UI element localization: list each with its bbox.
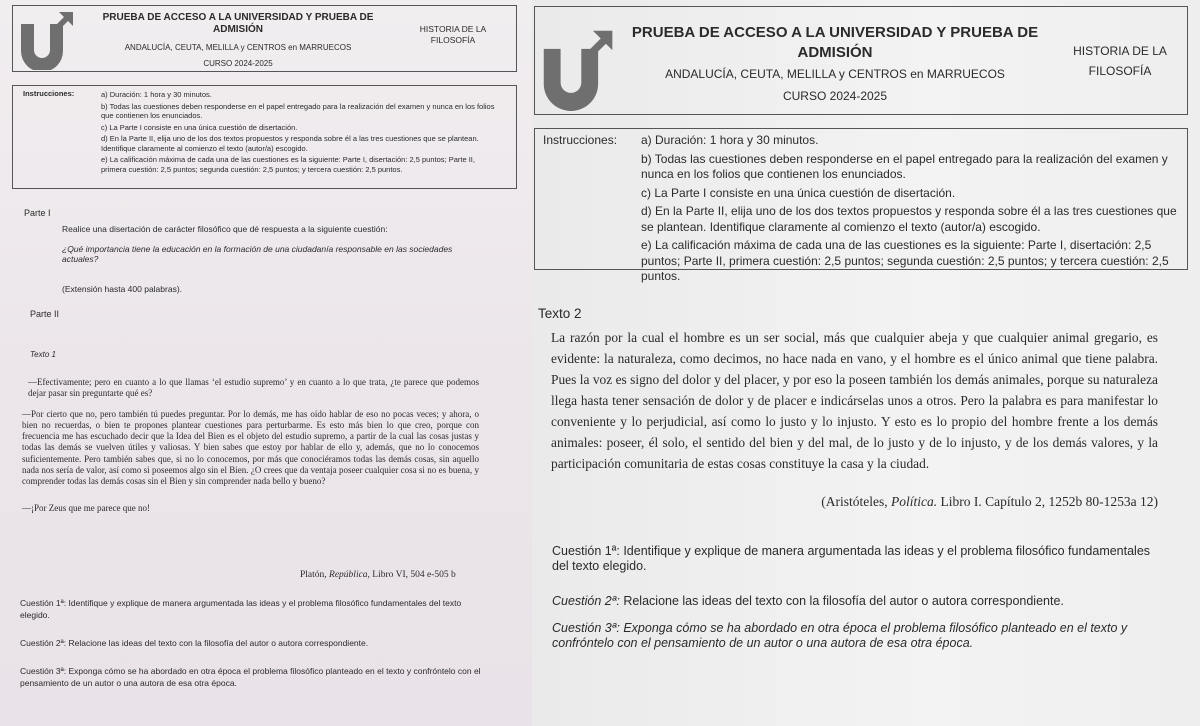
subject-text: HISTORIA DE LA FILOSOFÍA: [1073, 44, 1167, 78]
university-logo-icon: [19, 10, 79, 70]
instruction-item: c) La Parte I consiste en una única cuestión de disertación.: [101, 122, 298, 132]
texto2-questions: [552, 544, 1162, 651]
instructions-box: [534, 128, 1188, 283]
texto1-paragraph: —¡Por Zeus que me parece que no!: [22, 502, 150, 513]
instruction-item: c) La Parte I consiste en una única cuestión de disertación.: [641, 185, 956, 200]
question-1: Cuestión 1ª: Identifique y explique de manera argumentada las ideas y el problema filosófico fundamentales del texto elegido.: [20, 598, 462, 620]
question-3: Cuestión 3ª: Exponga cómo se ha abordado en otra época el problema filosófico planteado en el texto y confróntelo con el pensamiento de un autor o una autora de esa otra época.: [552, 621, 1128, 650]
texto1-citation: Platón, República, Libro VI, 504 e-505 b: [300, 570, 456, 580]
instructions-label: Instrucciones:: [543, 133, 618, 147]
exam-title: PRUEBA DE ACCESO A LA UNIVERSIDAD Y PRUEBA DE ADMISIÓN: [102, 12, 374, 35]
parte1-extension: (Extensión hasta 400 palabras).: [62, 284, 183, 294]
instructions-list: [101, 90, 501, 174]
university-logo-icon: [541, 23, 619, 111]
parte1-question: ¿Qué importancia tiene la educación en la formación de una ciudadanía responsable en las sociedades actuales?: [62, 244, 453, 264]
parte1-heading: Parte I: [24, 208, 51, 218]
instructions-label: Instrucciones:: [23, 89, 75, 98]
instruction-item: b) Todas las cuestiones deben responderse en el papel entregado para la realización del examen y nunca en los folios que contienen los enunciados.: [101, 101, 495, 120]
instruction-item: d) En la Parte II, elija uno de los dos textos propuestos y responda sobre él a las tres cuestiones que se plantean. Identifique claramente al comienzo el texto (autor/a) escogido.: [641, 204, 1177, 234]
texto1-paragraph: —Efectivamente; pero en cuanto a lo que llamas ‘el estudio supremo’ y en cuanto a lo que trata, ¿te parece que podemos dejar pasar sin preguntarte qué es?: [28, 377, 479, 399]
question-3: Cuestión 3ª: Exponga cómo se ha abordado en otra época el problema filosófico planteado en el texto y confróntelo con el pensamiento de un autor o una autora de esa otra época.: [20, 666, 481, 688]
texto1-body: [22, 377, 479, 514]
question-2: Cuestión 2ª: Relacione las ideas del texto con la filosofía del autor o autora correspondiente.: [552, 594, 1064, 608]
instruction-item: e) La calificación máxima de cada una de las cuestiones es la siguiente: Parte I, disertación: 2,5 puntos; Parte II, primera cuestión: 2,5 puntos; segunda cuestión: 2,5 puntos; y tercera cuestión: 2,5 puntos.: [641, 238, 1169, 283]
exam-page-left: [0, 0, 532, 726]
region-text: ANDALUCÍA, CEUTA, MELILLA y CENTROS en MARRUECOS: [665, 67, 1005, 81]
exam-title: PRUEBA DE ACCESO A LA UNIVERSIDAD Y PRUEBA DE ADMISIÓN: [631, 24, 1039, 61]
instruction-item: a) Duración: 1 hora y 30 minutos.: [641, 133, 819, 147]
texto2-citation: (Aristóteles, Política. Libro I. Capítulo 2, 1252b 80-1253a 12): [821, 494, 1158, 509]
exam-page-right: [532, 0, 1200, 726]
texto1-questions: [20, 597, 490, 689]
region-text: ANDALUCÍA, CEUTA, MELILLA y CENTROS en MARRUECOS: [124, 43, 352, 52]
instruction-item: a) Duración: 1 hora y 30 minutos.: [101, 90, 212, 99]
texto2-paragraph: La razón por la cual el hombre es un ser social, más que cualquier abeja y que cualquier animal gregario, es evidente: la naturaleza, como decimos, no hace nada en vano, y el hombre es el único animal que tiene palabra. Pues la voz es signo del dolor y del placer, y por eso la poseen también los demás animales, porque su naturaleza llega hasta tener sensación de dolor y de placer e indicárselas unos a otros. Pero la palabra es para manifestar lo conveniente y lo perjudicial, así como lo justo y lo injusto. Y esto es lo propio del hombre frente a los demás animales: poseer, él solo, el sentido del bien y del mal, de lo justo y de lo injusto, y de los demás valores, y la participación comunitaria de estas cosas constituye la casa y la ciudad.: [551, 330, 1158, 471]
parte2-heading: Parte II: [30, 309, 60, 319]
texto1-heading: Texto 1: [30, 350, 56, 359]
question-1: Cuestión 1ª: Identifique y explique de manera argumentada las ideas y el problema filosófico fundamentales del texto elegido.: [552, 544, 1151, 573]
instruction-item: d) En la Parte II, elija uno de los dos textos propuestos y responda sobre él a las tres cuestiones que se plantean. Identifique claramente al comienzo el texto (autor/a) escogido.: [101, 134, 479, 153]
parte1-prompt: Realice una disertación de carácter filosófico que dé respuesta a la siguiente cuestión:: [62, 224, 388, 234]
header-box: [12, 5, 517, 72]
header-box: [534, 6, 1188, 115]
course-text: CURSO 2024-2025: [203, 59, 273, 68]
instruction-item: b) Todas las cuestiones deben responderse en el papel entregado para la realización del examen y nunca en los folios que contienen los enunciados.: [641, 151, 1168, 181]
texto1-paragraph: —Por cierto que no, pero también tú puedes preguntar. Por lo demás, me has oído hablar de eso no pocas veces; y ahora, o bien no recuerdas, o bien te propones plantear cuestiones para perturbarme. Es esto más bien lo que creo, porque con frecuencia me has escuchado decir que la Idea del Bien es el objeto del estudio supremo, a partir de la cual las cosas justas y todas las demás se vuelven útiles y valiosas. Y bien sabes que estoy por hablar de ello y, además, que no lo conocemos suficientemente. Pero también sabes que, si no lo conocemos, por más que conociéramos todas las demás cosas, sin aquello nada nos sería de valor, así como si poseemos algo sin el Bien. ¿O crees que da ventaja poseer cualquier cosa si no es buena, y comprender todas las demás cosas sin el Bien y sin comprender nada bello y bueno?: [22, 408, 479, 487]
course-text: CURSO 2024-2025: [782, 89, 888, 103]
instruction-item: e) La calificación máxima de cada una de las cuestiones es la siguiente: Parte I, disertación: 2,5 puntos; Parte II, primera cuestión: 2,5 puntos; segunda cuestión: 2,5 puntos; y tercera cuestión: 2,5 puntos.: [101, 155, 475, 174]
instructions-box: [12, 85, 517, 189]
texto2-heading: Texto 2: [538, 306, 582, 321]
instructions-list: [641, 133, 1186, 285]
subject-text: HISTORIA DE LA FILOSOFÍA: [419, 24, 487, 45]
question-2: Cuestión 2ª: Relacione las ideas del texto con la filosofía del autor o autora correspondiente.: [20, 638, 369, 648]
